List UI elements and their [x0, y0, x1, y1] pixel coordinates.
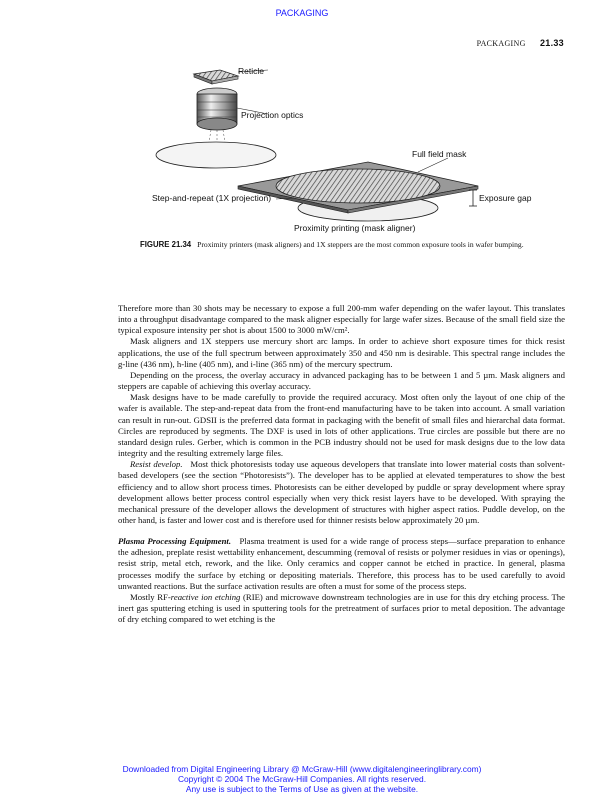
section-plasma-processing	[118, 536, 565, 592]
footer-notice	[0, 764, 604, 794]
label-step-and-repeat: Step-and-repeat (1X projection)	[152, 193, 272, 203]
paragraph-resist-develop	[118, 459, 565, 526]
footer-terms: Any use is subject to the Terms of Use as given at the website.	[185, 784, 419, 794]
figure-21-34	[118, 58, 568, 238]
paragraph: Therefore more than 30 shots may be necessary to expose a full 200-mm wafer depending on the wafer layout. This translates into a throughput disadvantage compared to the mask aligner especially for large wafer sizes. Because of the small field size the typical exposure intensity per shot is about 1500 to 3000 mW/cm².	[118, 303, 565, 336]
projection-optics-shape	[197, 88, 237, 142]
exposure-tools-illustration	[118, 58, 568, 238]
exposure-gap-marker	[469, 190, 477, 206]
paragraph: Depending on the process, the overlay accuracy in advanced packaging has to be between 1 and 5 µm. Mask aligners and steppers are capable of achieving this overlay accuracy.	[118, 369, 565, 392]
figure-caption-text: Proximity printers (mask aligners) and 1X steppers are the most common exposure tools in wafer bumping.	[197, 240, 524, 249]
label-full-field-mask: Full field mask	[412, 149, 467, 159]
figure-number: FIGURE 21.34	[140, 240, 192, 249]
paragraph: Mask designs have to be made carefully to provide the required accuracy. Most often only the layout of one chip of the wafer is available. The step-and-repeat data from the front-end manufacturing have to be taken into account. A small variation can result in run-out. GDSII is the preferred data format in packaging with the benefit of small files and hierarchal data format. Circles are reproduced by segments. The DXF is used in lots of other applications. True circles are possible but there are no standard design rules. Gerber, which is common in the PCB industry should not be used for mask designs due to the low data integrity and the resulting extremely large files.	[118, 392, 565, 459]
paragraph-text: Most thick photoresists today use aqueous developers that translate into lower material costs than solvent-based developers (see the section “Photoresists”). The developer has to be applied at elevated temperatures to show the best efficiency and to allow short process times. Photoresists can be either developed by puddle or spray development where spray development allows better process control especially when very thick resist layers have to be developed. With spraying the mechanical pressure of the developer allows the development of structures with higher aspect ratios. Puddle develop, on the other hand, is faster and lower cost and is therefore used for thinner resists below approximately 20 µm.	[118, 459, 566, 525]
figure-caption	[140, 240, 560, 250]
paragraph-text: (RIE) and microwave downstream technologies are in use for this dry etching process. The inert gas sputtering etching is used in sputtering tools for the pretreatment of surfaces prior to metal deposition. The advantage of dry etching compared to wet etching is the	[118, 591, 565, 625]
paragraph	[118, 592, 565, 625]
running-head	[477, 38, 564, 48]
footer-copyright: Copyright © 2004 The McGraw-Hill Companies. All rights reserved.	[177, 774, 427, 784]
footer-download-link[interactable]: Downloaded from Digital Engineering Library @ McGraw-Hill (www.digitalengineeringlibrary.com)	[122, 764, 482, 774]
emphasis-term: reactive ion etching	[170, 591, 241, 602]
label-proximity-printing: Proximity printing (mask aligner)	[294, 223, 416, 233]
paragraph: Mask aligners and 1X steppers use mercury short arc lamps. In order to achieve short exposure times for thick resist applications, the use of the full spectrum between approximately 350 and 450 nm is desirable. This spectral range includes the g-line (436 nm), h-line (405 nm), and i-line (365 nm) of the mercury spectrum.	[118, 336, 565, 369]
paragraph-text: Plasma treatment is used for a wide range of process steps—surface preparation to enhance the adhesion, preplate resist wettability enhancement, descumming (removal of resists or polymer residues in vias or openings), resist strip, metal etch, rework, and the like. Only ceramics and copper cannot be etched in practice. In general, plasma processes modify the surface by etching or depositing materials. Therefore, this process has to be used carefully to avoid unwanted reactions. But the surface activation results are often a must for some of the process steps.	[118, 536, 566, 591]
body-text	[118, 303, 565, 625]
run-in-heading: Resist develop.	[130, 459, 183, 470]
download-banner: PACKAGING	[275, 8, 329, 18]
running-head-section: PACKAGING	[476, 39, 526, 48]
stepper-wafer	[156, 142, 276, 168]
page-number: 21.33	[539, 38, 564, 48]
reticle-shape	[194, 70, 238, 84]
paragraph-text: Mostly RF-	[130, 591, 171, 602]
section-heading: Plasma Processing Equipment.	[118, 536, 232, 547]
full-field-mask-shape	[238, 162, 478, 213]
label-reticle: Reticle	[238, 66, 264, 76]
label-projection-optics: Projection optics	[241, 110, 304, 120]
label-exposure-gap: Exposure gap	[479, 193, 532, 203]
